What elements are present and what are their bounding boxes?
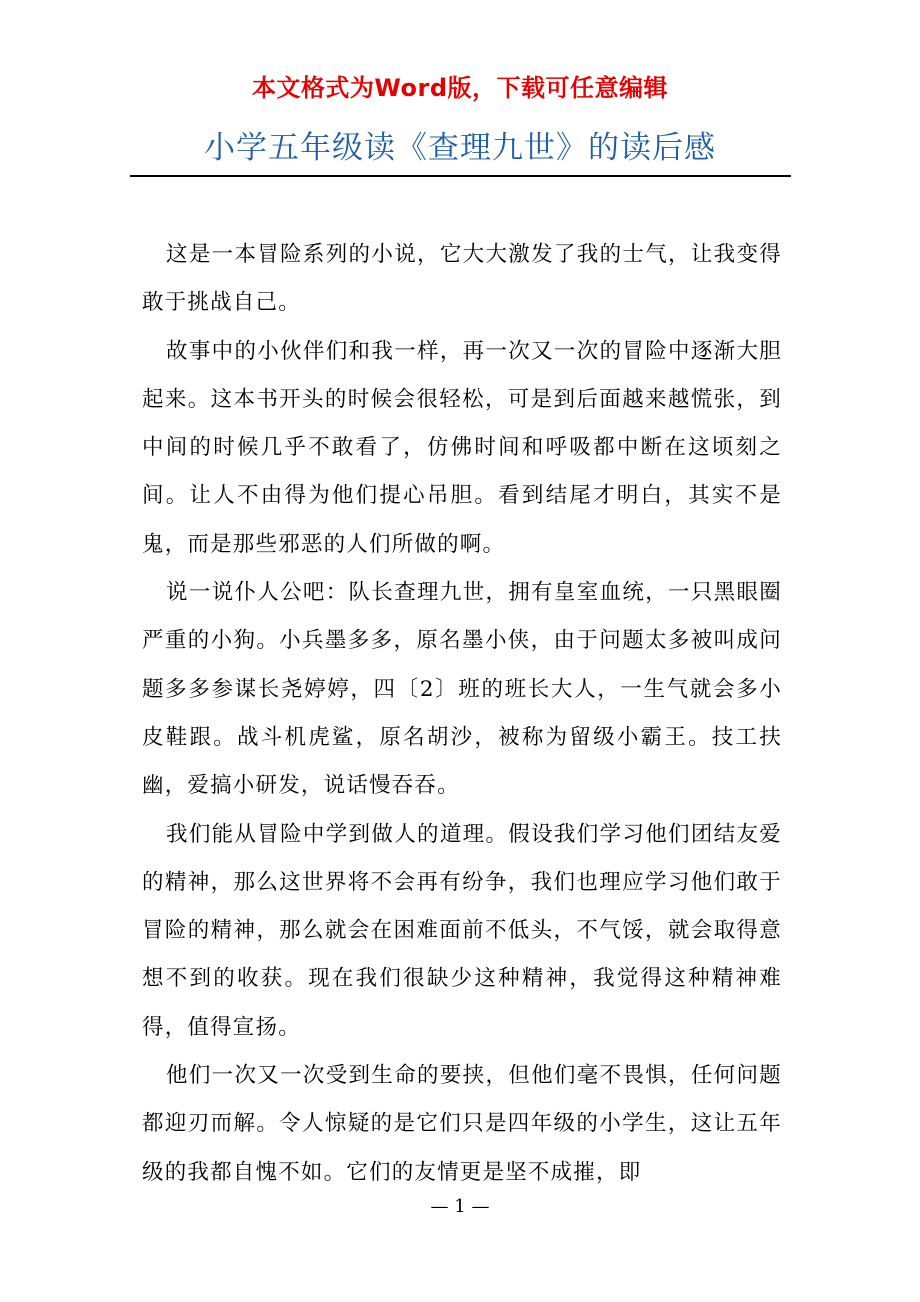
paragraph: 这是一本冒险系列的小说，它大大激发了我的士气，让我变得敢于挑战自己。 bbox=[142, 242, 782, 316]
paragraph: 故事中的小伙伴们和我一样，再一次又一次的冒险中逐渐大胆起来。这本书开头的时候会很轻松，可是到后面越来越慌张，到中间的时候几乎不敢看了，仿佛时间和呼吸都中断在这顷刻之间。让人不由得为他们提心吊胆。看到结尾才明白，其实不是鬼，而是那些邪恶的人们所做的啊。 bbox=[142, 338, 782, 557]
format-notice: 本文格式为Word版，下载可任意编辑 bbox=[251, 74, 669, 102]
title-divider bbox=[130, 175, 791, 177]
paragraph: 说一说仆人公吧：队长查理九世，拥有皇室血统，一只黑眼圈严重的小狗。小兵墨多多，原名墨小侠，由于问题太多被叫成问题多多参谋长尧婷婷，四〔2〕班的班长大人，一生气就会多小皮鞋跟。战斗机虎鲨，原名胡沙，被称为留级小霸王。技工扶幽，爱搞小研发，说话慢吞吞。 bbox=[142, 580, 782, 799]
paragraph: 他们一次又一次受到生命的要挟，但他们毫不畏惧，任何问题都迎刃而解。令人惊疑的是它们只是四年级的小学生，这让五年级的我都自愧不如。它们的友情更是坚不成摧，即 bbox=[142, 1063, 782, 1185]
document-title: 小学五年级读《查理九世》的读后感 bbox=[204, 130, 716, 166]
document-body bbox=[142, 231, 782, 1197]
paragraph: 我们能从冒险中学到做人的道理。假设我们学习他们团结友爱的精神，那么这世界将不会再有纷争，我们也理应学习他们敢于冒险的精神，那么就会在困难面前不低头，不气馁，就会取得意想不到的收获。现在我们很缺少这种精神，我觉得这种精神难得，值得宣扬。 bbox=[142, 821, 782, 1040]
page-number: — 1 — bbox=[430, 1196, 490, 1217]
